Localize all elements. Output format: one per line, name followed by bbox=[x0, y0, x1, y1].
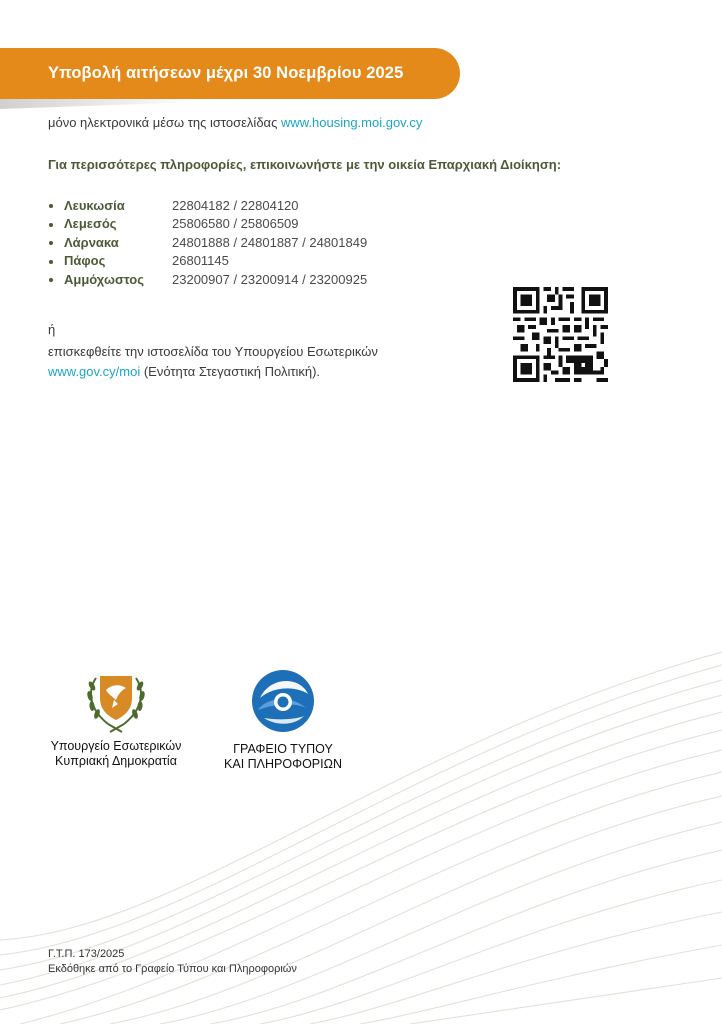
press-office-logo-icon bbox=[250, 668, 316, 734]
list-item bbox=[47, 196, 367, 215]
city-name: Λάρνακα bbox=[64, 234, 119, 250]
cyprus-coat-of-arms-icon bbox=[82, 668, 150, 734]
moi-suffix: (Ενότητα Στεγαστική Πολιτική). bbox=[140, 364, 321, 379]
or-text: ή bbox=[48, 322, 56, 337]
press-office-caption bbox=[213, 742, 353, 772]
press-office-line1: ΓΡΑΦΕΙΟ ΤΥΠΟΥ bbox=[233, 742, 333, 756]
phone-numbers: 22804182 / 22804120 bbox=[172, 197, 299, 213]
list-item bbox=[47, 215, 367, 234]
bullet-icon bbox=[47, 270, 56, 288]
list-item bbox=[47, 233, 367, 252]
republic-name: Κυπριακή Δημοκρατία bbox=[55, 754, 177, 768]
publication-code: Γ.Τ.Π. 173/2025 bbox=[48, 948, 125, 960]
phone-numbers: 23200907 / 23200914 / 23200925 bbox=[172, 271, 368, 287]
bullet-icon bbox=[47, 215, 56, 233]
moi-line bbox=[48, 364, 320, 379]
intro-text: μόνο ηλεκτρονικά μέσω της ιστοσελίδας bbox=[48, 115, 281, 130]
bullet-icon bbox=[47, 252, 56, 270]
housing-link[interactable]: www.housing.moi.gov.cy bbox=[280, 115, 423, 130]
publisher-note: Εκδόθηκε από το Γραφείο Τύπου και Πληροφοριών bbox=[48, 963, 297, 975]
visit-text: επισκεφθείτε την ιστοσελίδα του Υπουργείου Εσωτερικών bbox=[48, 344, 378, 359]
banner-shadow bbox=[0, 99, 200, 109]
deadline-text: Υποβολή αιτήσεων μέχρι 30 Νοεμβρίου 2025 bbox=[48, 64, 404, 82]
press-office-line2: ΚΑΙ ΠΛΗΡΟΦΟΡΙΩΝ bbox=[224, 757, 342, 771]
contacts-list bbox=[47, 196, 367, 289]
phone-numbers: 26801145 bbox=[172, 253, 229, 269]
ministry-caption bbox=[46, 739, 186, 769]
bullet-icon bbox=[47, 233, 56, 251]
qr-code-icon[interactable] bbox=[513, 287, 608, 382]
list-item bbox=[47, 270, 367, 289]
phone-numbers: 24801888 / 24801887 / 24801849 bbox=[172, 234, 368, 250]
bullet-icon bbox=[47, 196, 56, 214]
deadline-banner bbox=[0, 48, 460, 99]
phone-numbers: 25806580 / 25806509 bbox=[172, 216, 299, 232]
info-heading: Για περισσότερες πληροφορίες, επικοινωνήστε με την οικεία Επαρχιακή Διοίκηση: bbox=[48, 157, 562, 172]
city-name: Αμμόχωστος bbox=[64, 271, 144, 287]
city-name: Λευκωσία bbox=[64, 197, 125, 213]
moi-link[interactable]: www.gov.cy/moi bbox=[48, 364, 141, 379]
list-item bbox=[47, 252, 367, 271]
intro-line bbox=[48, 115, 422, 130]
city-name: Λεμεσός bbox=[64, 216, 117, 232]
ministry-name: Υπουργείο Εσωτερικών bbox=[50, 739, 182, 753]
city-name: Πάφος bbox=[64, 253, 106, 269]
